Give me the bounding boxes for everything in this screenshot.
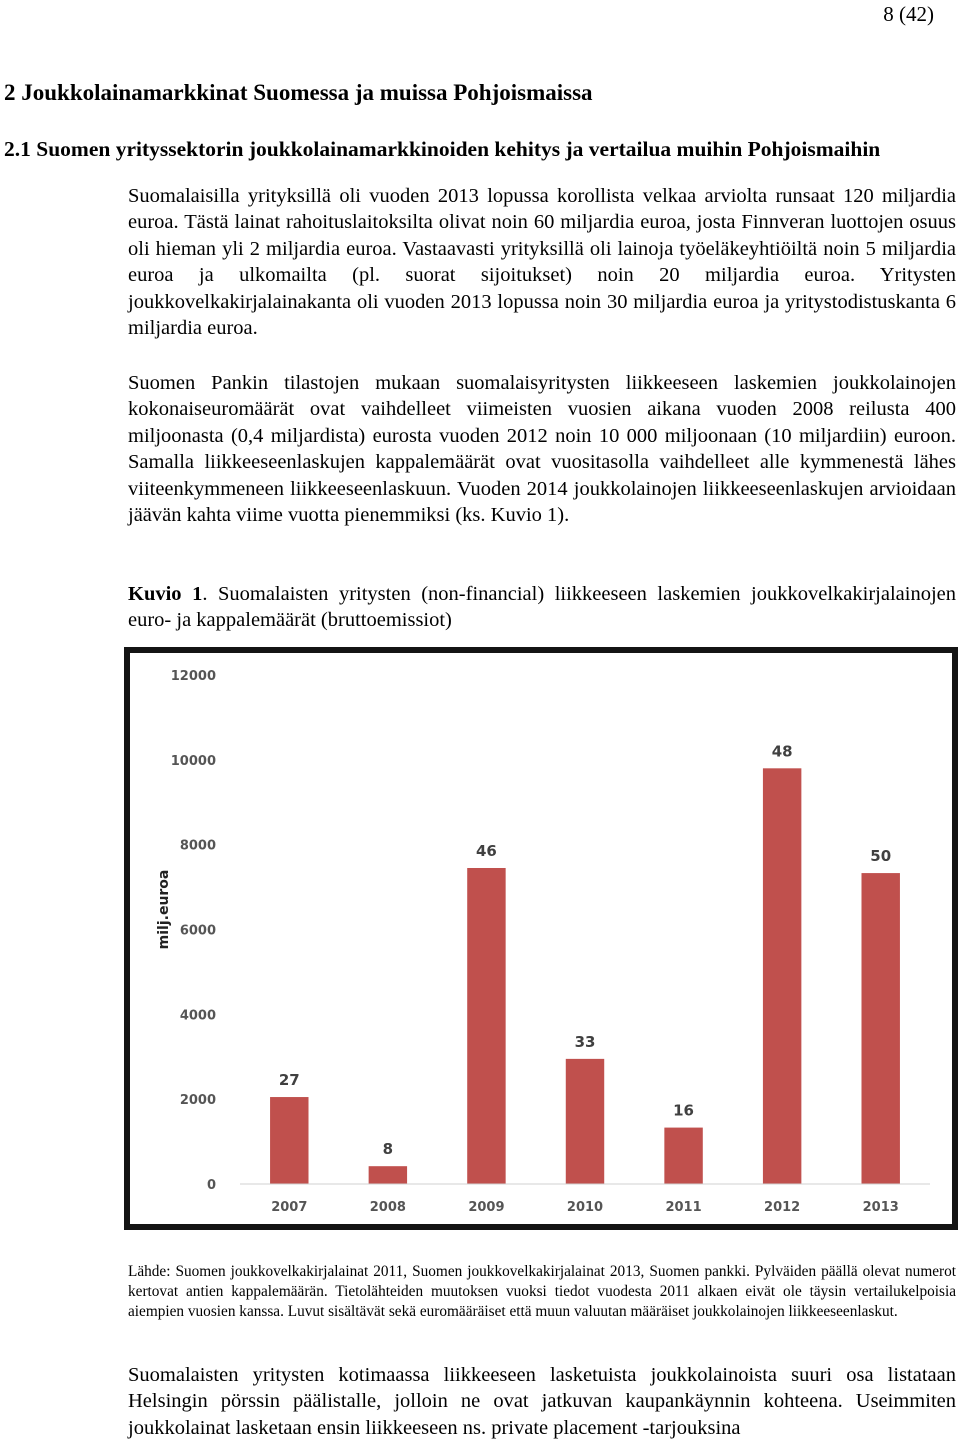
paragraph-debt-overview: Suomalaisilla yrityksillä oli vuoden 2013 lopussa korollista velkaa arviolta runsaat 120 miljardia euroa. Tästä lainat rahoituslaitoksilta olivat noin 60 miljardia euroa, josta Finnveran luottojen osuus oli hieman yli 2 miljardia euroa. Vastaavasti yrityksillä oli lainoja työeläkeyhtiöiltä noin 5 miljardia euroa ja ulkomailta (pl. suorat sijoitukset) noin 20 miljardia euroa. Yritysten joukkovelkakirjalainakanta oli vuoden 2013 lopussa noin 30 miljardia euroa ja yritystodistuskanta 6 miljardia euroa. [128, 185, 956, 340]
y-tick-label: 12000 [170, 669, 216, 684]
y-tick-label: 10000 [170, 753, 216, 769]
section-heading: 2 Joukkolainamarkkinat Suomessa ja muissa Pohjoismaissa [4, 80, 593, 105]
y-axis-label: milj.euroa [156, 869, 172, 950]
data-label-2012: 48 [771, 742, 793, 761]
y-tick-label: 0 [206, 1178, 216, 1193]
data-label-2011: 16 [673, 1101, 695, 1120]
bar-2007 [270, 1097, 308, 1184]
figure-caption [128, 581, 956, 634]
x-tick-label: 2010 [566, 1200, 604, 1215]
bar-chart [124, 647, 958, 1230]
x-axis-ticks [271, 1200, 899, 1215]
data-label-2009: 46 [475, 841, 497, 860]
bar-2011 [664, 1128, 702, 1184]
figure-caption-label: Kuvio 1 [128, 583, 203, 605]
bar-2013 [861, 873, 899, 1184]
bar-chart-svg [130, 653, 952, 1224]
x-tick-label: 2008 [369, 1200, 406, 1215]
bar-2009 [467, 868, 505, 1184]
x-tick-label: 2012 [764, 1200, 801, 1215]
paragraph-bond-issuance: Suomen Pankin tilastojen mukaan suomalaisyritysten liikkeeseen laskemien joukkolainojen kokonaiseuromäärät ovat vaihdelleet viimeisten vuosien aikana vuoden 2008 reilusta 400 miljoonasta (0,4 miljardista) eurosta vuoden 2012 noin 10 000 miljoonaan (10 miljardiin) euroon. Samalla liikkeeseenlaskujen kappalemäärät ovat vuositasolla vaihdelleet alle kymmenestä lähes viiteenkymmeneen liikkeeseenlaskuun. Vuoden 2014 joukkolainojen liikkeeseenlaskujen arvioidaan jäävän kahta viime vuotta pienemmiksi (ks. Kuvio 1). [128, 372, 956, 527]
source-note: Lähde: Suomen joukkovelkakirjalainat 2011, Suomen joukkovelkakirjalainat 2013, Suomen pankki. Pylväiden päällä olevat numerot kertovat antien kappalemäärän. Tietolähteiden muutoksen vuoksi tiedot vuodesta 2011 alkaen eivät ole täysin vertailukelpoisia aiempien vuosien kanssa. Luvut sisältävät sekä euromääräiset että muun valuutan määräiset joukkolainojen liikkeeseenlaskut. [128, 1263, 956, 1321]
data-label-2007: 27 [278, 1071, 300, 1090]
page-number: 8 (42) [883, 2, 934, 26]
y-tick-label: 2000 [179, 1093, 216, 1109]
x-tick-label: 2009 [468, 1200, 505, 1215]
data-label-2013: 50 [870, 847, 892, 866]
data-label-2008: 8 [382, 1140, 394, 1159]
y-axis-ticks [171, 669, 216, 1193]
bar-2012 [763, 768, 801, 1184]
x-tick-label: 2013 [862, 1200, 899, 1215]
bar-2010 [566, 1059, 604, 1184]
figure-caption-text: . Suomalaisten yritysten (non-financial) liikkeeseen laskemien joukkovelkakirjalainojen euro- ja kappalemäärät (bruttoemissiot) [128, 583, 956, 632]
y-tick-label: 4000 [179, 1008, 216, 1024]
x-tick-label: 2007 [271, 1200, 308, 1215]
y-tick-label: 6000 [179, 923, 216, 939]
subsection-heading: 2.1 Suomen yrityssektorin joukkolainamarkkinoiden kehitys ja vertailua muihin Pohjoismaihin [4, 137, 881, 161]
data-label-2010: 33 [574, 1032, 596, 1051]
x-tick-label: 2011 [665, 1200, 702, 1215]
bars [270, 768, 900, 1184]
bar-2008 [369, 1166, 407, 1184]
paragraph-listing: Suomalaisten yritysten kotimaassa liikkeeseen lasketuista joukkolainoista suuri osa listataan Helsingin pörssin päälistalle, jolloin ne ovat jatkuvan kaupankäynnin kohteena. Useimmiten joukkolainat lasketaan ensin liikkeeseen ns. private placement -tarjouksina [128, 1364, 956, 1439]
y-tick-label: 8000 [179, 838, 216, 854]
